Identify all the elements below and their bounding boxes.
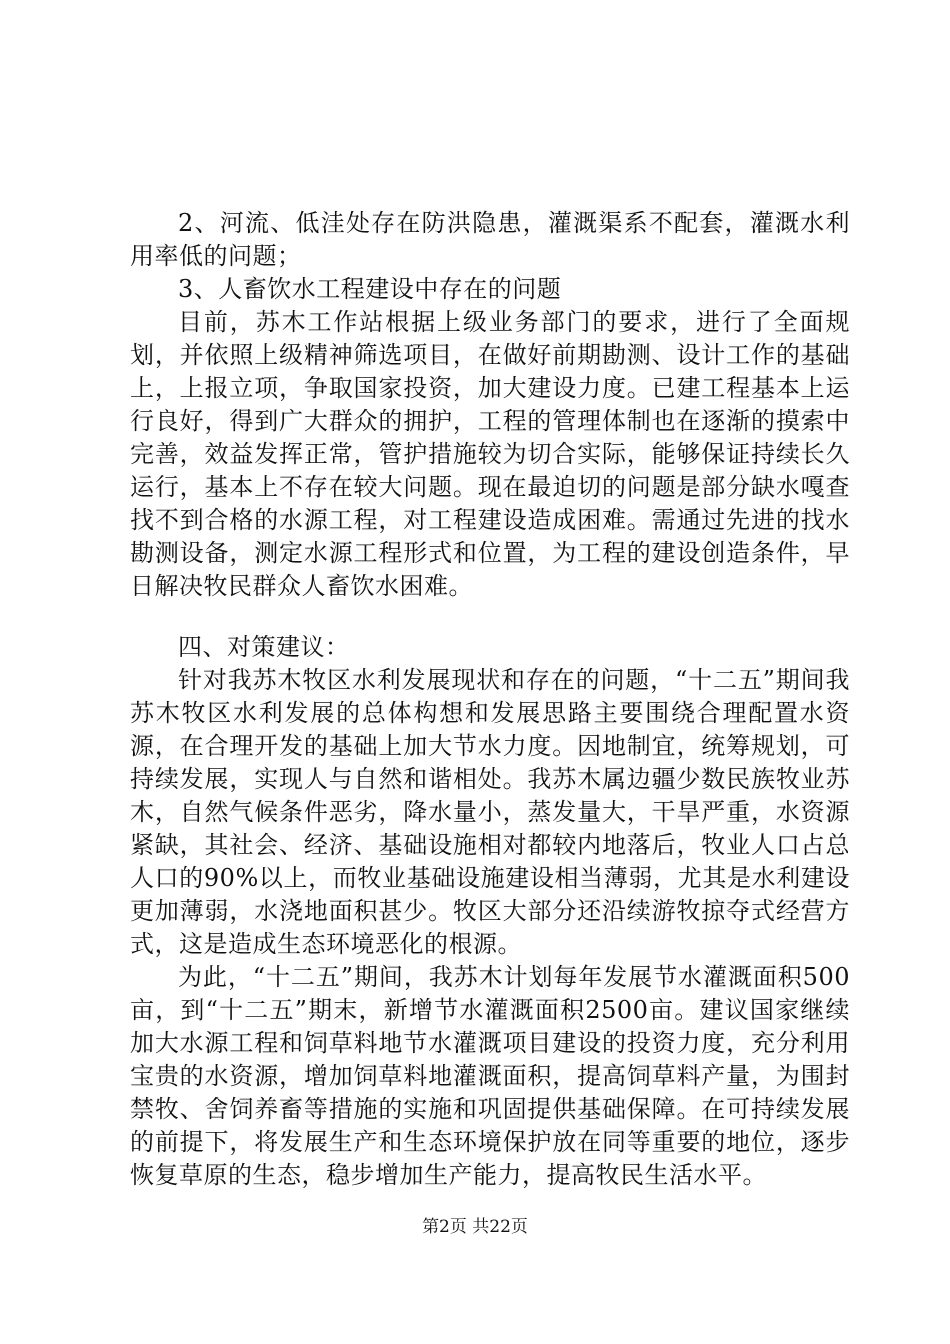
paragraph-development-plan: 针对我苏木牧区水利发展现状和存在的问题，“十二五”期间我苏木牧区水利发展的总体构想和发展思路主要围绕合理配置水资源，在合理开发的基础上加大节水力度。因地制宜，统筹规划，可持续发展，实现人与自然和谐相处。我苏木属边疆少数民族牧业苏木，自然气候条件恶劣，降水量小，蒸发量大，干旱严重，水资源紧缺，其社会、经济、基础设施相对都较内地落后，牧业人口占总人口的90%以上，而牧业基础设施建设相当薄弱，尤其是水利建设更加薄弱，水浇地面积甚少。牧区大部分还沿续游牧掠夺式经营方式，这是造成生态环境恶化的根源。 bbox=[130, 666, 850, 958]
paragraph-irrigation-targets: 为此，“十二五”期间，我苏木计划每年发展节水灌溉面积500亩，到“十二五”期末，新增节水灌溉面积2500亩。建议国家继续加大水源工程和饲草料地节水灌溉项目建设的投资力度，充分利用宝贵的水资源，增加饲草料地灌溉面积，提高饲草料产量，为围封禁牧、舍饲养畜等措施的实施和巩固提供基础保障。在可持续发展的前提下，将发展生产和生态环境保护放在同等重要的地位，逐步恢复草原的生态，稳步增加生产能力，提高牧民生活水平。 bbox=[130, 963, 850, 1189]
document-body bbox=[130, 207, 850, 1192]
page-number-footer: 第2页 共22页 bbox=[422, 1217, 528, 1237]
paragraph-drinking-water-heading: 3、人畜饮水工程建设中存在的问题 bbox=[178, 275, 562, 303]
paragraph-flood-risk: 2、河流、低洼处存在防洪隐患，灌溉渠系不配套，灌溉水利用率低的问题； bbox=[130, 209, 850, 270]
paragraph-current-status: 目前，苏木工作站根据上级业务部门的要求，进行了全面规划，并依照上级精神筛选项目，在做好前期勘测、设计工作的基础上，上报立项，争取国家投资，加大建设力度。已建工程基本上运行良好，得到广大群众的拥护，工程的管理体制也在逐渐的摸索中完善，效益发挥正常，管护措施较为切合实际，能够保证持续长久运行，基本上不存在较大问题。现在最迫切的问题是部分缺水嘎查找不到合格的水源工程，对工程建设造成困难。需通过先进的找水勘测设备，测定水源工程形式和位置，为工程的建设创造条件，早日解决牧民群众人畜饮水困难。 bbox=[130, 308, 850, 600]
section-heading-countermeasures: 四、对策建议： bbox=[178, 633, 350, 661]
